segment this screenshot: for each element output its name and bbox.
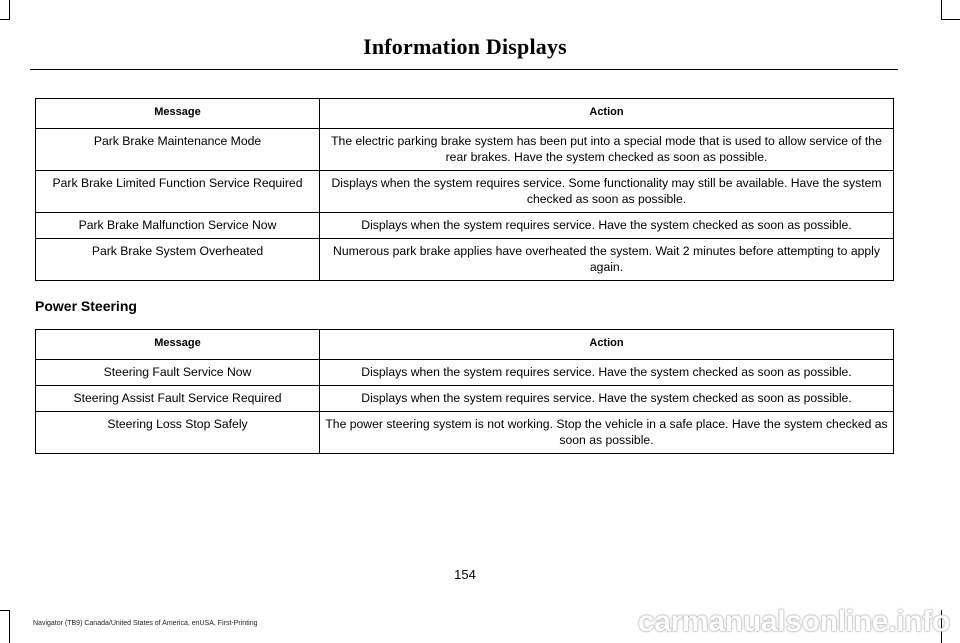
column-header-action: Action [320, 99, 894, 129]
action-cell: Numerous park brake applies have overheated the system. Wait 2 minutes before attempting to apply again. [320, 239, 894, 281]
crop-mark-top-left-vertical [9, 0, 10, 20]
message-cell: Park Brake System Overheated [36, 239, 320, 281]
edition-footer: Navigator (TB9) Canada/United States of America, enUSA, First-Printing [33, 620, 258, 627]
crop-mark-bottom-left-vertical [9, 610, 10, 643]
park-brake-message-table [35, 98, 894, 281]
column-header-message: Message [36, 330, 320, 360]
table-row [36, 360, 894, 386]
table-header-row [36, 330, 894, 360]
message-cell: Steering Assist Fault Service Required [36, 386, 320, 412]
power-steering-message-table [35, 329, 894, 454]
column-header-action: Action [320, 330, 894, 360]
action-cell: Displays when the system requires service. Have the system checked as soon as possible. [320, 213, 894, 239]
message-cell: Park Brake Limited Function Service Required [36, 171, 320, 213]
action-cell: Displays when the system requires service. Have the system checked as soon as possible. [320, 386, 894, 412]
message-cell: Steering Loss Stop Safely [36, 412, 320, 454]
table-header-row [36, 99, 894, 129]
crop-mark-top-right-vertical [941, 0, 942, 20]
action-cell: The electric parking brake system has been put into a special mode that is used to allow service of the rear brakes. Have the system checked as soon as possible. [320, 129, 894, 171]
message-cell: Steering Fault Service Now [36, 360, 320, 386]
crop-mark-top-left-horizontal [0, 19, 10, 20]
page-number: 154 [454, 567, 476, 582]
table-row [36, 213, 894, 239]
table-row [36, 386, 894, 412]
table-row [36, 171, 894, 213]
table-row [36, 412, 894, 454]
table-row [36, 239, 894, 281]
column-header-message: Message [36, 99, 320, 129]
action-cell: Displays when the system requires service. Have the system checked as soon as possible. [320, 360, 894, 386]
crop-mark-bottom-left-horizontal [0, 610, 10, 611]
message-cell: Park Brake Malfunction Service Now [36, 213, 320, 239]
section-title-power-steering: Power Steering [35, 298, 137, 314]
action-cell: Displays when the system requires service. Some functionality may still be available. Have the system checked as soon as possible. [320, 171, 894, 213]
title-divider [30, 69, 898, 70]
table-row [36, 129, 894, 171]
crop-mark-top-right-horizontal [941, 19, 960, 20]
page-title: Information Displays [363, 34, 567, 59]
message-cell: Park Brake Maintenance Mode [36, 129, 320, 171]
watermark-text: carmanualsonline.info [637, 605, 950, 638]
action-cell: The power steering system is not working. Stop the vehicle in a safe place. Have the system checked as soon as possible. [320, 412, 894, 454]
